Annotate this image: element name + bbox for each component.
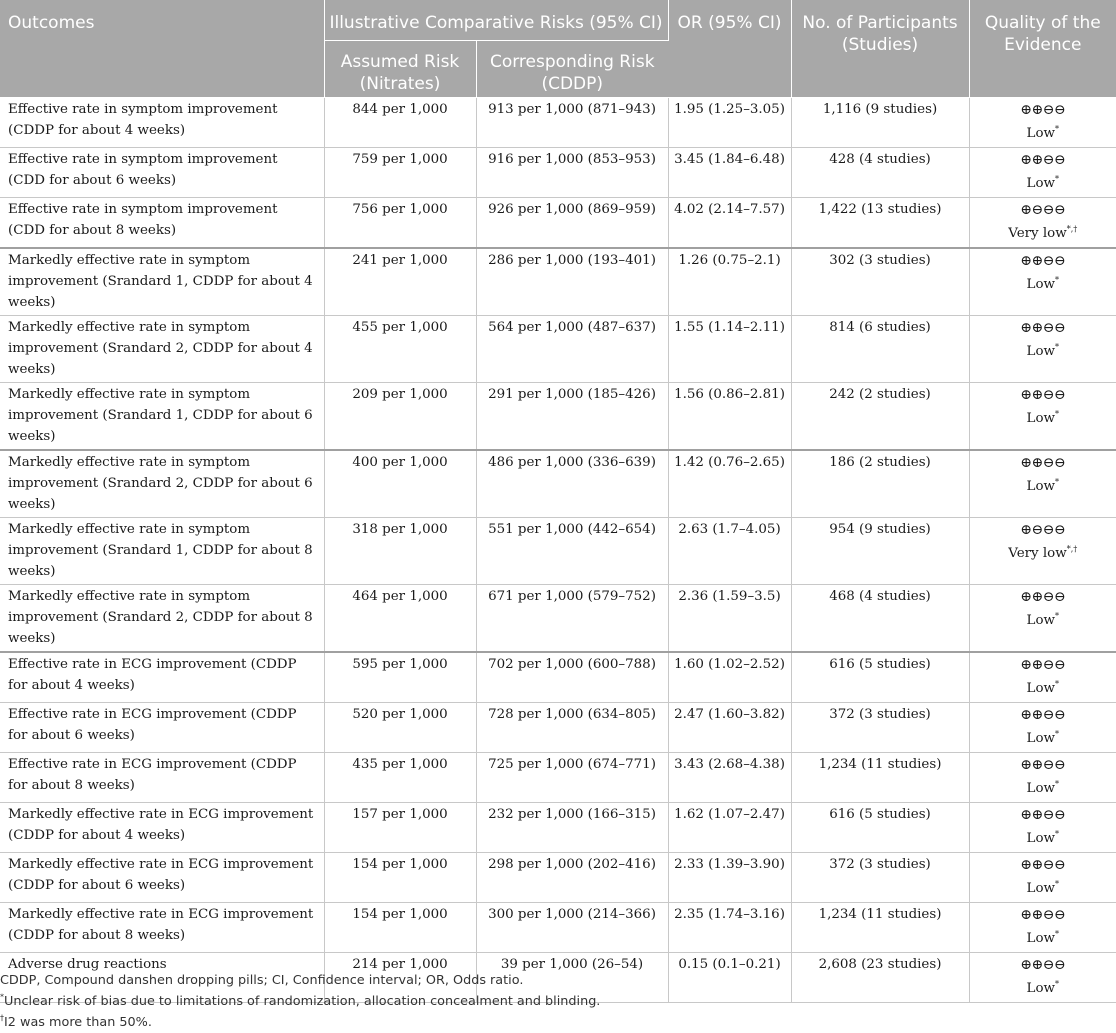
table-row xyxy=(0,853,1116,903)
quality-symbols-icon: ⊕⊕⊖⊖ xyxy=(1020,857,1066,873)
header-assumed-risk: Assumed Risk (Nitrates) xyxy=(324,41,476,98)
table-row xyxy=(0,148,1116,198)
cell-quality xyxy=(969,316,1116,383)
cell-or: 2.35 (1.74–3.16) xyxy=(668,903,791,953)
quality-label: Low* xyxy=(1026,174,1059,191)
cell-or: 2.33 (1.39–3.90) xyxy=(668,853,791,903)
cell-participants: 372 (3 studies) xyxy=(791,853,969,903)
cell-or: 1.56 (0.86–2.81) xyxy=(668,383,791,451)
cell-assumed-risk: 595 per 1,000 xyxy=(324,652,476,703)
quality-footnote-mark: * xyxy=(1054,342,1059,352)
cell-outcome: Markedly effective rate in symptom improvement (Srandard 2, CDDP for about 4 weeks) xyxy=(0,316,324,383)
cell-assumed-risk: 318 per 1,000 xyxy=(324,518,476,585)
cell-quality xyxy=(969,753,1116,803)
header-participants: No. of Participants (Studies) xyxy=(791,0,969,98)
cell-participants: 616 (5 studies) xyxy=(791,803,969,853)
footnote-2 xyxy=(0,1012,1116,1033)
table-row xyxy=(0,98,1116,148)
quality-footnote-mark: * xyxy=(1054,174,1059,184)
cell-outcome: Effective rate in symptom improvement (CDD for about 8 weeks) xyxy=(0,198,324,249)
cell-corresponding-risk: 916 per 1,000 (853–953) xyxy=(476,148,668,198)
quality-footnote-mark: * xyxy=(1054,275,1059,285)
cell-corresponding-risk: 728 per 1,000 (634–805) xyxy=(476,703,668,753)
quality-footnote-mark: * xyxy=(1054,124,1059,134)
quality-symbols-icon: ⊕⊕⊖⊖ xyxy=(1020,589,1066,605)
cell-quality xyxy=(969,248,1116,316)
header-or: OR (95% CI) xyxy=(668,0,791,98)
table-row xyxy=(0,803,1116,853)
footnote-2-mark: † xyxy=(0,1013,4,1023)
cell-quality xyxy=(969,903,1116,953)
cell-outcome: Markedly effective rate in ECG improvement (CDDP for about 6 weeks) xyxy=(0,853,324,903)
quality-label: Low* xyxy=(1026,929,1059,946)
cell-corresponding-risk: 486 per 1,000 (336–639) xyxy=(476,450,668,518)
cell-corresponding-risk: 291 per 1,000 (185–426) xyxy=(476,383,668,451)
quality-symbols-icon: ⊕⊕⊖⊖ xyxy=(1020,253,1066,269)
table-footnotes xyxy=(0,970,1116,1033)
cell-corresponding-risk: 702 per 1,000 (600–788) xyxy=(476,652,668,703)
quality-footnote-mark: * xyxy=(1054,729,1059,739)
footnote-2-text: I2 was more than 50%. xyxy=(4,1015,152,1030)
table-row xyxy=(0,903,1116,953)
cell-participants: 428 (4 studies) xyxy=(791,148,969,198)
footnote-1 xyxy=(0,991,1116,1012)
cell-participants: 302 (3 studies) xyxy=(791,248,969,316)
quality-footnote-mark: * xyxy=(1054,779,1059,789)
quality-symbols-icon: ⊕⊕⊖⊖ xyxy=(1020,102,1066,118)
cell-or: 2.36 (1.59–3.5) xyxy=(668,585,791,653)
table-header xyxy=(0,0,1116,98)
cell-outcome: Markedly effective rate in ECG improvement (CDDP for about 4 weeks) xyxy=(0,803,324,853)
cell-or: 2.63 (1.7–4.05) xyxy=(668,518,791,585)
cell-or: 1.95 (1.25–3.05) xyxy=(668,98,791,148)
cell-participants: 1,234 (11 studies) xyxy=(791,903,969,953)
cell-outcome: Markedly effective rate in symptom improvement (Srandard 2, CDDP for about 8 weeks) xyxy=(0,585,324,653)
quality-footnote-mark: * xyxy=(1054,979,1059,989)
cell-outcome: Markedly effective rate in symptom improvement (Srandard 1, CDDP for about 8 weeks) xyxy=(0,518,324,585)
cell-participants: 616 (5 studies) xyxy=(791,652,969,703)
cell-assumed-risk: 756 per 1,000 xyxy=(324,198,476,249)
cell-participants: 814 (6 studies) xyxy=(791,316,969,383)
cell-corresponding-risk: 300 per 1,000 (214–366) xyxy=(476,903,668,953)
cell-quality xyxy=(969,803,1116,853)
footnote-abbreviations: CDDP, Compound danshen dropping pills; CI, Confidence interval; OR, Odds ratio. xyxy=(0,973,524,988)
cell-corresponding-risk: 671 per 1,000 (579–752) xyxy=(476,585,668,653)
cell-assumed-risk: 520 per 1,000 xyxy=(324,703,476,753)
cell-or: 4.02 (2.14–7.57) xyxy=(668,198,791,249)
footnote-1-mark: * xyxy=(0,992,4,1002)
cell-assumed-risk: 455 per 1,000 xyxy=(324,316,476,383)
cell-corresponding-risk: 551 per 1,000 (442–654) xyxy=(476,518,668,585)
cell-outcome: Adverse drug reactions xyxy=(0,953,324,1003)
cell-assumed-risk: 464 per 1,000 xyxy=(324,585,476,653)
table-row xyxy=(0,753,1116,803)
quality-symbols-icon: ⊕⊕⊖⊖ xyxy=(1020,455,1066,471)
quality-label: Very low*,† xyxy=(1008,224,1078,241)
quality-footnote-mark: * xyxy=(1054,611,1059,621)
cell-assumed-risk: 157 per 1,000 xyxy=(324,803,476,853)
quality-footnote-mark: * xyxy=(1054,879,1059,889)
quality-symbols-icon: ⊕⊕⊖⊖ xyxy=(1020,957,1066,973)
header-outcomes: Outcomes xyxy=(0,0,324,98)
quality-label: Low* xyxy=(1026,477,1059,494)
cell-participants: 372 (3 studies) xyxy=(791,703,969,753)
quality-label: Low* xyxy=(1026,611,1059,628)
quality-footnote-mark: * xyxy=(1054,409,1059,419)
cell-corresponding-risk: 286 per 1,000 (193–401) xyxy=(476,248,668,316)
quality-footnote-mark: * xyxy=(1054,477,1059,487)
cell-or: 3.45 (1.84–6.48) xyxy=(668,148,791,198)
header-corresponding-risk: Corresponding Risk (CDDP) xyxy=(476,41,668,98)
cell-quality xyxy=(969,148,1116,198)
quality-label: Low* xyxy=(1026,779,1059,796)
quality-label: Low* xyxy=(1026,729,1059,746)
quality-footnote-mark: * xyxy=(1054,679,1059,689)
cell-assumed-risk: 435 per 1,000 xyxy=(324,753,476,803)
table-row xyxy=(0,652,1116,703)
quality-symbols-icon: ⊕⊖⊖⊖ xyxy=(1020,522,1066,538)
cell-corresponding-risk: 725 per 1,000 (674–771) xyxy=(476,753,668,803)
cell-quality xyxy=(969,703,1116,753)
quality-symbols-icon: ⊕⊕⊖⊖ xyxy=(1020,387,1066,403)
cell-outcome: Markedly effective rate in symptom improvement (Srandard 2, CDDP for about 6 weeks) xyxy=(0,450,324,518)
quality-symbols-icon: ⊕⊕⊖⊖ xyxy=(1020,907,1066,923)
cell-assumed-risk: 209 per 1,000 xyxy=(324,383,476,451)
quality-symbols-icon: ⊕⊕⊖⊖ xyxy=(1020,807,1066,823)
cell-quality xyxy=(969,652,1116,703)
table-row xyxy=(0,703,1116,753)
cell-corresponding-risk: 926 per 1,000 (869–959) xyxy=(476,198,668,249)
quality-footnote-mark: * xyxy=(1054,829,1059,839)
quality-label: Low* xyxy=(1026,679,1059,696)
table-row xyxy=(0,248,1116,316)
cell-quality xyxy=(969,98,1116,148)
cell-assumed-risk: 844 per 1,000 xyxy=(324,98,476,148)
table-row xyxy=(0,383,1116,451)
quality-footnote-mark: * xyxy=(1054,929,1059,939)
cell-or: 0.15 (0.1–0.21) xyxy=(668,953,791,1003)
cell-assumed-risk: 759 per 1,000 xyxy=(324,148,476,198)
cell-participants: 1,422 (13 studies) xyxy=(791,198,969,249)
cell-outcome: Markedly effective rate in ECG improvement (CDDP for about 8 weeks) xyxy=(0,903,324,953)
cell-outcome: Effective rate in symptom improvement (CDDP for about 4 weeks) xyxy=(0,98,324,148)
cell-participants: 468 (4 studies) xyxy=(791,585,969,653)
cell-outcome: Markedly effective rate in symptom improvement (Srandard 1, CDDP for about 4 weeks) xyxy=(0,248,324,316)
quality-symbols-icon: ⊕⊕⊖⊖ xyxy=(1020,152,1066,168)
cell-or: 1.42 (0.76–2.65) xyxy=(668,450,791,518)
quality-label: Low* xyxy=(1026,979,1059,996)
cell-corresponding-risk: 232 per 1,000 (166–315) xyxy=(476,803,668,853)
quality-label: Low* xyxy=(1026,879,1059,896)
cell-corresponding-risk: 298 per 1,000 (202–416) xyxy=(476,853,668,903)
table-row xyxy=(0,450,1116,518)
cell-or: 3.43 (2.68–4.38) xyxy=(668,753,791,803)
cell-outcome: Effective rate in ECG improvement (CDDP for about 4 weeks) xyxy=(0,652,324,703)
cell-or: 1.60 (1.02–2.52) xyxy=(668,652,791,703)
quality-symbols-icon: ⊕⊕⊖⊖ xyxy=(1020,707,1066,723)
cell-or: 1.62 (1.07–2.47) xyxy=(668,803,791,853)
table-row xyxy=(0,585,1116,653)
header-illustrative-risks: Illustrative Comparative Risks (95% CI) xyxy=(324,0,668,41)
quality-label: Low* xyxy=(1026,342,1059,359)
quality-footnote-mark: *,† xyxy=(1066,544,1078,554)
cell-corresponding-risk: 39 per 1,000 (26–54) xyxy=(476,953,668,1003)
table-body xyxy=(0,98,1116,1003)
cell-participants: 1,234 (11 studies) xyxy=(791,753,969,803)
cell-quality xyxy=(969,450,1116,518)
quality-footnote-mark: *,† xyxy=(1066,224,1078,234)
cell-quality xyxy=(969,383,1116,451)
cell-quality xyxy=(969,198,1116,249)
quality-symbols-icon: ⊕⊕⊖⊖ xyxy=(1020,657,1066,673)
cell-participants: 186 (2 studies) xyxy=(791,450,969,518)
cell-outcome: Effective rate in symptom improvement (CDD for about 6 weeks) xyxy=(0,148,324,198)
cell-assumed-risk: 400 per 1,000 xyxy=(324,450,476,518)
cell-quality xyxy=(969,853,1116,903)
cell-participants: 242 (2 studies) xyxy=(791,383,969,451)
footnote-1-text: Unclear risk of bias due to limitations of randomization, allocation concealment and blinding. xyxy=(4,994,601,1009)
quality-label: Low* xyxy=(1026,409,1059,426)
quality-symbols-icon: ⊕⊖⊖⊖ xyxy=(1020,202,1066,218)
table-row xyxy=(0,316,1116,383)
quality-label: Low* xyxy=(1026,829,1059,846)
cell-corresponding-risk: 564 per 1,000 (487–637) xyxy=(476,316,668,383)
cell-assumed-risk: 154 per 1,000 xyxy=(324,903,476,953)
cell-assumed-risk: 214 per 1,000 xyxy=(324,953,476,1003)
cell-quality xyxy=(969,585,1116,653)
table-row xyxy=(0,198,1116,249)
cell-corresponding-risk: 913 per 1,000 (871–943) xyxy=(476,98,668,148)
quality-label: Low* xyxy=(1026,275,1059,292)
table-row xyxy=(0,518,1116,585)
quality-symbols-icon: ⊕⊕⊖⊖ xyxy=(1020,757,1066,773)
cell-or: 2.47 (1.60–3.82) xyxy=(668,703,791,753)
cell-participants: 954 (9 studies) xyxy=(791,518,969,585)
header-quality: Quality of the Evidence xyxy=(969,0,1116,98)
cell-participants: 2,608 (23 studies) xyxy=(791,953,969,1003)
cell-or: 1.55 (1.14–2.11) xyxy=(668,316,791,383)
cell-quality xyxy=(969,518,1116,585)
cell-outcome: Markedly effective rate in symptom improvement (Srandard 1, CDDP for about 6 weeks) xyxy=(0,383,324,451)
cell-assumed-risk: 241 per 1,000 xyxy=(324,248,476,316)
quality-label: Very low*,† xyxy=(1008,544,1078,561)
quality-label: Low* xyxy=(1026,124,1059,141)
cell-assumed-risk: 154 per 1,000 xyxy=(324,853,476,903)
cell-or: 1.26 (0.75–2.1) xyxy=(668,248,791,316)
header-row-1 xyxy=(0,0,1116,41)
cell-outcome: Effective rate in ECG improvement (CDDP for about 8 weeks) xyxy=(0,753,324,803)
cell-outcome: Effective rate in ECG improvement (CDDP for about 6 weeks) xyxy=(0,703,324,753)
quality-symbols-icon: ⊕⊕⊖⊖ xyxy=(1020,320,1066,336)
cell-participants: 1,116 (9 studies) xyxy=(791,98,969,148)
